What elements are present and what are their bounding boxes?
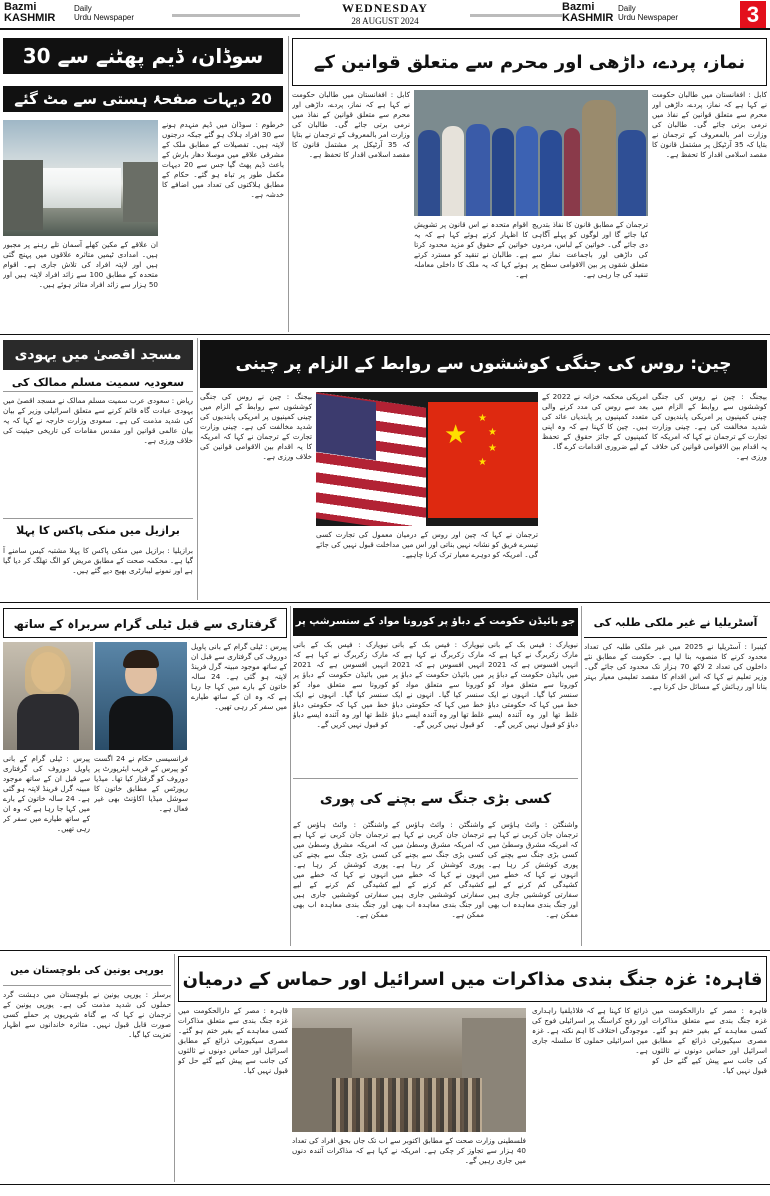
sudan-body-col1: خرطوم : سوڈان میں ڈیم منہدم ہونے سے 30 افراد ہلاک ہو گئے جبکہ درجنوں لاپتہ ہیں۔ تفصیلات کے مطابق ملک کے مشرقی علاقے میں موسلا دھار بارش کے باعث ڈیم پھٹ گیا جس سے 20 دیہات مکمل طور پر تباہ ہو گئے۔ حکام کے مطابق ہلاکتوں کی تعداد میں اضافے کا خدشہ ہے۔	[162, 120, 284, 199]
flag-star-icon: ★	[444, 420, 468, 450]
facebook-body-col1: نیویارک : فیس بک کے بانی مارک زکربرگ نے کہا ہے کہ انہیں افسوس ہے کہ 2021 میں بائیڈن حکومت کے دباؤ پر کورونا سے متعلق مواد کو سنسر کیا گیا۔ انہوں نے ایک خط میں کہا کہ حکومتی دباؤ غلط تھا اور وہ آئندہ ایسے دباؤ کو قبول نہیں کریں گے۔	[488, 640, 578, 729]
facebook-body-col3: نیویارک : فیس بک کے بانی مارک زکربرگ نے کہا ہے کہ انہیں افسوس ہے کہ 2021 میں بائیڈن حکومت کے دباؤ پر کورونا سے متعلق مواد کو سنسر کیا گیا۔ انہوں نے ایک خط میں کہا کہ حکومتی دباؤ غلط تھا اور وہ آئندہ ایسے دباؤ کو قبول نہیں کریں گے۔	[293, 640, 388, 729]
kirby-body-col3: واشنگٹن : وائٹ ہاؤس کے ترجمان جان کربی نے کہا ہے کہ امریکہ مشرق وسطیٰ میں کسی بڑی جنگ سے بچنے کی پوری کوشش کر رہا ہے۔ انہوں نے کہا کہ خطے میں کشیدگی کم کرنے کے لیے سفارتی کوششیں جاری ہیں اور جنگ بندی معاہدہ اب بھی ممکن ہے۔	[293, 820, 388, 919]
kirby-top-rule	[293, 778, 578, 779]
divider-row3-left	[290, 606, 291, 946]
taliban-body-col1: کابل : افغانستان میں طالبان حکومت نے کہا ہے کہ نماز، پردے، داڑھی اور محرم سے متعلق قوانین کے نفاذ میں نرمی برتی جائے گی۔ طالبان کی وزارت امر بالمعروف کے ترجمان نے بتایا کہ 35 آرٹیکل پر مشتمل قانون کا مقصد اسلامی اقدار کا تحفظ ہے۔	[652, 90, 767, 159]
china-body-col4: بیجنگ : چین نے روس کی جنگی کوششوں سے روابط کے الزام میں چینی کمپنیوں پر امریکی پابندیوں کی شدید مخالفت کی ہے۔ چینی وزارت تجارت کے ترجمان نے کہا کہ امریکہ کا یہ اقدام بین الاقوامی قوانین کی خلاف ورزی ہے۔	[200, 392, 312, 461]
gaza-body-col4: قاہرہ : مصر کے دارالحکومت میں غزہ جنگ بندی سے متعلق مذاکرات کسی معاہدے کے بغیر ختم ہو گئے۔ مصری سیکیورٹی ذرائع کے مطابق اسرائیل اور حماس دونوں نے ثالثوں کی جانب سے پیش کیے گئے حل کو قبول نہیں کیا۔	[178, 1006, 288, 1075]
taliban-body-col4: کابل : افغانستان میں طالبان حکومت نے کہا ہے کہ نماز، پردے، داڑھی اور محرم سے متعلق قوانین کے نفاذ میں نرمی برتی جائے گی۔ طالبان کی وزارت امر بالمعروف کے ترجمان نے بتایا کہ 35 آرٹیکل پر مشتمل قانون کا مقصد اسلامی اقدار کا تحفظ ہے۔	[292, 90, 410, 159]
brand-tag-left	[74, 4, 134, 22]
woman-photo	[3, 642, 93, 750]
masthead-rule-left	[172, 14, 300, 17]
tag-urdu: Urdu Newspaper	[74, 13, 135, 22]
facebook-headline: جو بائیڈن حکومت کے دباؤ پر کورونا مواد کے سنسرشپ پر	[293, 608, 578, 636]
australia-headline: آسٹریلیا نے غیر ملکی طلبہ کی	[584, 608, 767, 638]
date-block	[300, 1, 470, 26]
masthead	[0, 0, 770, 30]
kirby-headline: کسی بڑی جنگ سے بچنے کی پوری	[319, 791, 552, 807]
page-number-badge: 3	[740, 1, 766, 28]
tag-daily: Daily	[618, 4, 636, 13]
brand-name-line1: Bazmi	[4, 1, 37, 13]
china-body-col3: ترجمان نے کہا کہ چین اور روس کے درمیان معمول کی تجارت کسی تیسرے فریق کو نشانہ نہیں بناتی اور اس میں مداخلت قبول نہیں کی جائے گی۔ امریکہ کو دوہرے معیار ترک کرنا چاہیے۔	[316, 530, 538, 559]
australia-body: کینبرا : آسٹریلیا نے 2025 میں غیر ملکی طلبہ کی تعداد محدود کرنے کا منصوبہ بنا لیا ہے۔ حکومت کے مطابق نئے داخلوں کی تعداد 2 لاکھ 70 ہزار تک محدود کی جائے گی۔ وزیر تعلیم نے کہا کہ اس اقدام کا مقصد تعلیمی معیار بہتر بنانا اور رہائش کے مسائل حل کرنا ہے۔	[584, 642, 767, 691]
gaza-body-col1: قاہرہ : مصر کے دارالحکومت میں غزہ جنگ بندی سے متعلق مذاکرات کسی معاہدے کے بغیر ختم ہو گئے۔ مصری سیکیورٹی ذرائع کے مطابق اسرائیل اور حماس دونوں نے ثالثوں کی جانب سے پیش کیے گئے حل کو قبول نہیں کیا۔	[652, 1006, 767, 1075]
kirby-body-col1: واشنگٹن : وائٹ ہاؤس کے ترجمان جان کربی نے کہا ہے کہ امریکہ مشرق وسطیٰ میں کسی بڑی جنگ سے بچنے کی پوری کوشش کر رہا ہے۔ انہوں نے کہا کہ خطے میں کشیدگی کم کرنے کے لیے سفارتی کوششیں جاری ہیں اور جنگ بندی معاہدہ اب بھی ممکن ہے۔	[488, 820, 578, 919]
taliban-body-col3: اقوام متحدہ نے اس قانون پر تشویش کا اظہار کرتے ہوئے کہا ہے کہ یہ خواتین کے حقوق کو مزید محدود کرتا ہے۔ طالبان نے تنقید کو مسترد کرتے ہوئے کہا کہ یہ ملک کا داخلی معاملہ ہے۔	[414, 220, 528, 279]
brand-name-line2: KASHMIR	[562, 12, 614, 24]
gaza-rubble-photo	[292, 1008, 526, 1132]
china-body-col2: امریکی محکمہ خزانہ نے 2022 کے بعد سے روس کی مدد کرنے والی متعدد کمپنیوں پر پابندیاں عائد کی ہیں۔ چین کا کہنا ہے کہ وہ اپنی کمپنیوں کے جائز حقوق کے تحفظ کے لیے ضروری اقدامات کرے گا۔	[542, 392, 648, 451]
us-china-flags-photo: ★ ★ ★ ★ ★	[316, 392, 538, 526]
aqsa-body: ریاض : سعودی عرب سمیت مسلم ممالک نے مسجد اقصیٰ میں یہودی عبادت گاہ قائم کرنے سے متعلق اسرائیلی وزیر کے بیان کی شدید مذمت کی ہے۔ سعودی وزارت خارجہ نے کہا کہ یہ بیان عالمی قوانین اور مقدس مقامات کی تاریخی حیثیت کی خلاف ورزی ہے۔	[3, 396, 193, 445]
aqsa-subhead: سعودیہ سمیت مسلم ممالک کی	[3, 374, 193, 392]
divider-row1	[288, 36, 289, 332]
brand-left	[4, 2, 55, 24]
sudan-dam-photo	[3, 120, 158, 236]
brand-right	[562, 2, 613, 24]
divider-row2	[197, 338, 198, 600]
divider-row4	[174, 954, 175, 1182]
mpox-body: برازیلیا : برازیل میں منکی پاکس کا پہلا مشتبہ کیس سامنے آ گیا ہے۔ محکمہ صحت کے مطابق مریض کو الگ تھلگ کر دیا گیا ہے اور نمونے لیبارٹری بھیج دیے گئے ہیں۔	[3, 546, 193, 575]
brand-name-line2: KASHMIR	[4, 12, 56, 24]
sudan-headline: سوڈان، ڈیم پھٹنے سے 30	[3, 38, 283, 74]
telegram-body-col1: پیرس : ٹیلی گرام کے بانی پاویل دوروف کی گرفتاری سے قبل ان کے ساتھ موجود مبینہ گرل فرینڈ لاپتہ ہو گئی ہے۔ 24 سالہ خاتون کے بارے میں کہا جا رہا ہے کہ وہ ان کے ساتھ طیارے میں سفر کر رہی تھیں۔	[191, 642, 287, 711]
sudan-body-col2: ان علاقے کے مکین کھلے آسمان تلے رہنے پر مجبور ہیں۔ امدادی ٹیمیں متاثرہ علاقوں میں پہنچ گئی ہیں اور لاپتہ افراد کی تلاش جاری ہے۔ اقوام متحدہ کے مطابق 100 سے زائد افراد لاپتہ ہیں اور 50 ہزار سے زائد افراد متاثر ہوئے ہیں۔	[3, 240, 158, 289]
taliban-body-col2: ترجمان کے مطابق قانون کا نفاذ بتدریج کیا جائے گا اور لوگوں کو پہلے آگاہی دی جائے گی۔ خواتین کے لباس، مردوں کی داڑھی اور باجماعت نماز سے متعلق شقوں پر بین الاقوامی سطح پر تنقید کی جا رہی ہے۔	[532, 220, 648, 279]
telegram-ceo-photo	[95, 642, 187, 750]
gaza-body-col3: فلسطینی وزارت صحت کے مطابق اکتوبر سے اب تک جاں بحق افراد کی تعداد 40 ہزار سے تجاوز کر چکی ہے۔ امریکہ نے کہا ہے کہ مذاکرات آئندہ دنوں میں جاری رہیں گے۔	[292, 1136, 526, 1165]
row2-bottom-rule	[0, 602, 770, 603]
balochistan-headline: یورپی یونین کی بلوچستان میں	[3, 956, 171, 986]
mpox-headline: برازیل میں منکی پاکس کا پہلا	[3, 518, 193, 542]
tag-urdu: Urdu Newspaper	[618, 13, 679, 22]
page-bottom-rule	[0, 1184, 770, 1185]
taliban-headline: نماز، پردے، داڑھی اور محرم سے متعلق قوانین کے	[292, 38, 767, 86]
brand-tag-right	[618, 4, 678, 22]
row1-bottom-rule	[0, 334, 770, 335]
balochistan-body: برسلز : یورپی یونین نے بلوچستان میں دہشت گرد حملوں کی شدید مذمت کی ہے۔ یورپی یونین کے ترجمان نے کہا کہ بے گناہ شہریوں پر حملے کسی صورت قابل قبول نہیں۔ متاثرہ خاندانوں سے اظہار تعزیت کیا گیا۔	[3, 990, 171, 1039]
aqsa-headline: مسجد اقصیٰ میں یہودی	[3, 340, 193, 370]
facebook-body-col2: نیویارک : فیس بک کے بانی مارک زکربرگ نے کہا ہے کہ انہیں افسوس ہے کہ 2021 میں بائیڈن حکومت کے دباؤ پر کورونا سے متعلق مواد کو سنسر کیا گیا۔ انہوں نے ایک خط میں کہا کہ حکومتی دباؤ غلط تھا اور وہ آئندہ ایسے دباؤ کو قبول نہیں کریں گے۔	[392, 640, 484, 729]
brand-name-line1: Bazmi	[562, 1, 595, 13]
day-label: WEDNESDAY	[342, 1, 428, 15]
telegram-body-col2: فرانسیسی حکام نے 24 اگست کو پیرس کے قریب ایئرپورٹ پر دوروف کو گرفتار کیا تھا۔ میڈیا رپورٹس کے مطابق خاتون کا سوشل میڈیا اکاؤنٹ بھی غیر فعال ہے۔	[94, 754, 188, 813]
gaza-headline: قاہرہ: غزہ جنگ بندی مذاکرات میں اسرائیل اور حماس کے درمیان	[178, 956, 767, 1002]
telegram-body-col3: پیرس : ٹیلی گرام کے بانی پاویل دوروف کی گرفتاری سے قبل ان کے ساتھ موجود مبینہ گرل فرینڈ لاپتہ ہو گئی ہے۔ 24 سالہ خاتون کے بارے میں کہا جا رہا ہے کہ وہ ان کے ساتھ طیارے میں سفر کر رہی تھیں۔	[3, 754, 90, 833]
taliban-women-photo	[414, 90, 648, 216]
telegram-headline: گرفتاری سے قبل ٹیلی گرام سربراہ کے ساتھ	[3, 608, 287, 638]
sudan-subhead: 20 دیہات صفحۂ ہستی سے مٹ گئے	[3, 86, 283, 112]
tag-daily: Daily	[74, 4, 92, 13]
china-headline: چین: روس کی جنگی کوششوں سے روابط کے الزام پر چینی	[200, 340, 767, 388]
row3-bottom-rule	[0, 950, 770, 951]
date-label: 28 AUGUST 2024	[351, 16, 419, 26]
kirby-body-col2: واشنگٹن : وائٹ ہاؤس کے ترجمان جان کربی نے کہا ہے کہ امریکہ مشرق وسطیٰ میں کسی بڑی جنگ سے بچنے کی پوری کوشش کر رہا ہے۔ انہوں نے کہا کہ خطے میں کشیدگی کم کرنے کے لیے سفارتی کوششیں جاری ہیں اور جنگ بندی معاہدہ اب بھی ممکن ہے۔	[392, 820, 484, 919]
china-body-col1: بیجنگ : چین نے روس کی جنگی کوششوں سے روابط کے الزام میں چینی کمپنیوں پر امریکی پابندیوں کی شدید مخالفت کی ہے۔ چینی وزارت تجارت کے ترجمان نے کہا کہ امریکہ کا یہ اقدام بین الاقوامی قوانین کی خلاف ورزی ہے۔	[652, 392, 767, 461]
gaza-body-col2: ذرائع کا کہنا ہے کہ فلاڈیلفیا راہداری اور رفح کراسنگ پر اسرائیلی فوج کی موجودگی اختلاف کا اہم نکتہ ہے۔ غزہ میں اسرائیلی حملوں کا سلسلہ جاری ہے۔	[532, 1006, 648, 1055]
divider-row3-right	[581, 606, 582, 946]
masthead-rule-right	[470, 14, 562, 17]
